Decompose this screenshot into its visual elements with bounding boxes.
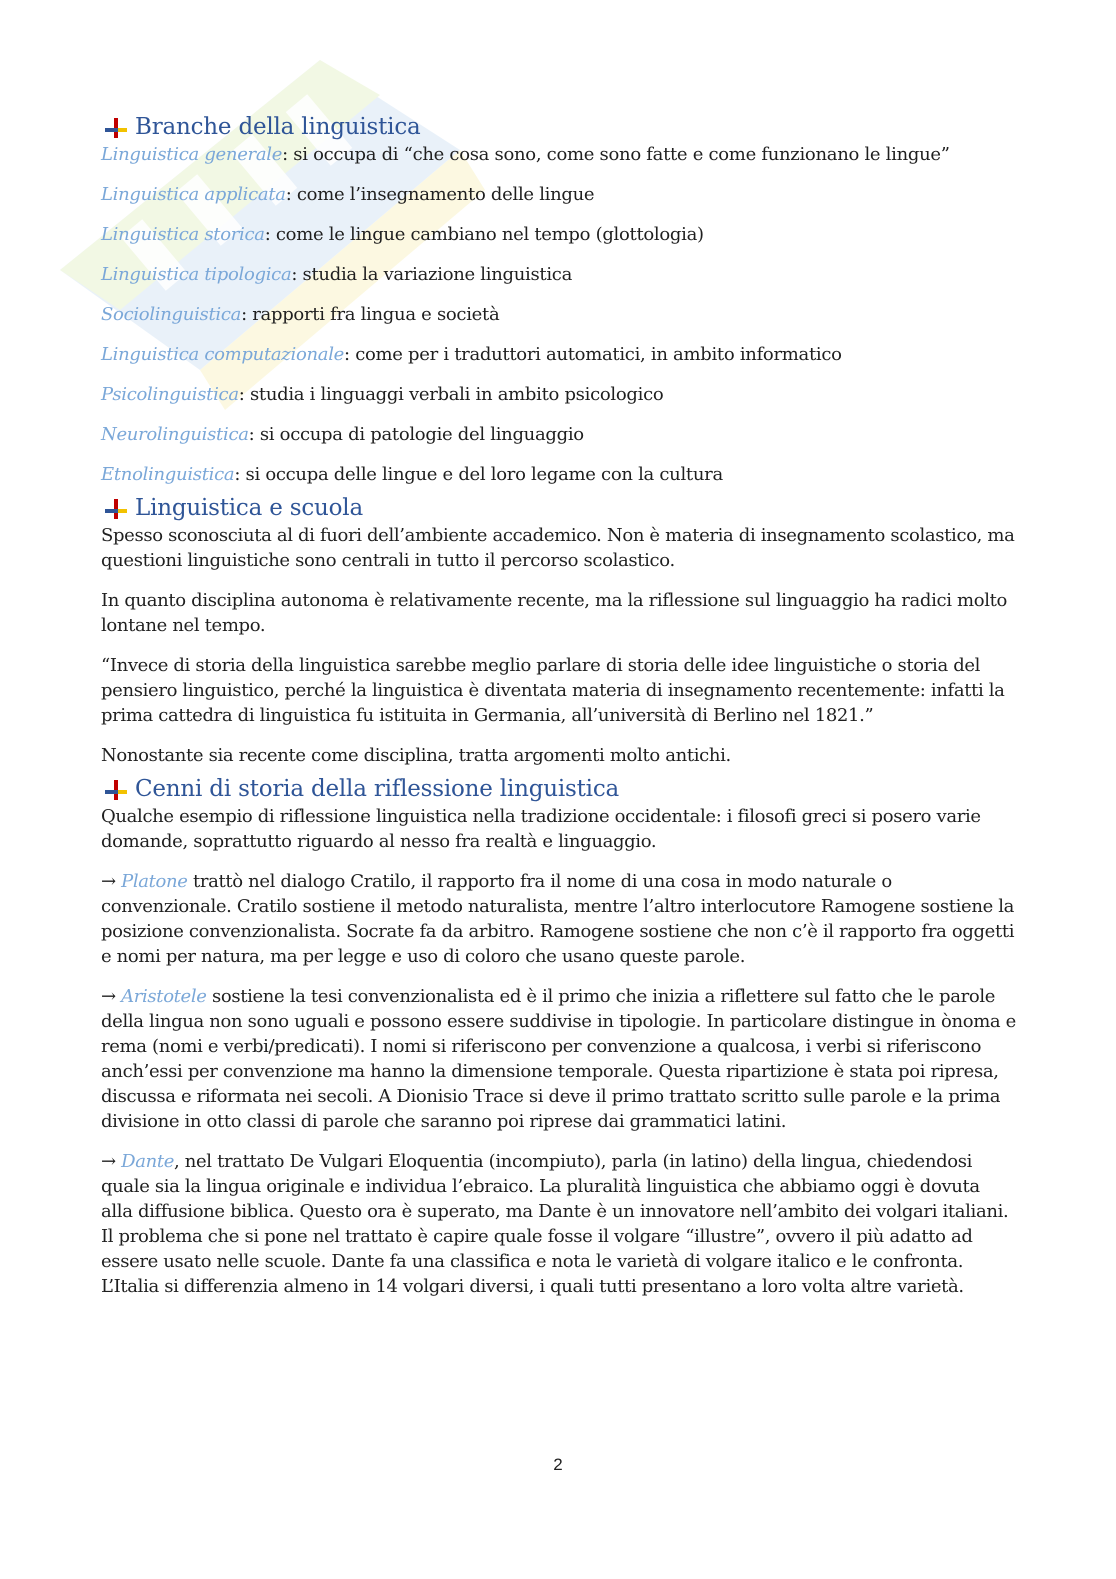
entry-name: Dante <box>121 1151 175 1172</box>
term-row <box>101 143 1016 167</box>
term-description: : si occupa di patologie del linguaggio <box>248 424 584 445</box>
paragraph: In quanto disciplina autonoma è relativamente recente, ma la riflessione sul linguaggio ha radici molto lontane nel tempo. <box>101 590 1008 636</box>
section-heading-branche: Branche della linguistica <box>101 112 1016 142</box>
document-page <box>101 112 1016 1314</box>
term-row <box>101 463 1016 487</box>
term-row <box>101 343 1016 367</box>
cross-bullet-icon <box>105 499 127 519</box>
arrow-icon: → <box>101 871 116 892</box>
entry-text: , nel trattato De Vulgari Eloquentia (incompiuto), parla (in latino) della lingua, chiedendosi quale sia la lingua originale e individua l’ebraico. La pluralità linguistica che abbiamo oggi è dovuta alla diffusione biblica. Questo ora è superato, ma Dante è un innovatore nell’ambito dei volgari italiani. Il problema che si pone nel trattato è capire quale fosse il volgare “illustre”, ovvero il più adatto ad essere usato nelle scuole. Dante fa una classifica e nota le varietà di volgare italico e le confronta. L’Italia si differenzia almeno in 14 volgari diversi, i quali tutti presentano a loro volta altre varietà. <box>101 1151 1009 1297</box>
section-heading-cenni: Cenni di storia della riflessione linguistica <box>101 774 1016 804</box>
entry-name: Platone <box>121 871 188 892</box>
arrow-icon: → <box>101 1151 116 1172</box>
term-description: : si occupa di “che cosa sono, come sono fatte e come funzionano le lingue” <box>282 144 950 165</box>
term-name: Linguistica computazionale <box>101 344 345 365</box>
term-description: : si occupa delle lingue e del loro legame con la cultura <box>234 464 723 485</box>
term-row <box>101 423 1016 447</box>
cross-bullet-icon <box>105 118 127 138</box>
term-description: : come per i traduttori automatici, in ambito informatico <box>344 344 842 365</box>
term-name: Psicolinguistica <box>101 384 239 405</box>
entry-dante <box>101 1149 1016 1299</box>
page-number: 2 <box>553 1455 563 1474</box>
term-name: Etnolinguistica <box>101 464 235 485</box>
term-description: : studia la variazione linguistica <box>291 264 573 285</box>
term-name: Linguistica applicata <box>101 184 286 205</box>
term-description: : come le lingue cambiano nel tempo (glottologia) <box>264 224 704 245</box>
term-row <box>101 383 1016 407</box>
term-row <box>101 303 1016 327</box>
term-description: : rapporti fra lingua e società <box>241 304 500 325</box>
entry-platone <box>101 869 1016 969</box>
term-row <box>101 223 1016 247</box>
term-row <box>101 263 1016 287</box>
paragraph: Spesso sconosciuta al di fuori dell’ambiente accademico. Non è materia di insegnamento scolastico, ma questioni linguistiche sono centrali in tutto il percorso scolastico. <box>101 525 1015 571</box>
intro-paragraph: Qualche esempio di riflessione linguistica nella tradizione occidentale: i filosofi greci si posero varie domande, soprattutto riguardo al nesso fra realtà e linguaggio. <box>101 806 981 852</box>
section-heading-scuola: Linguistica e scuola <box>101 493 1016 523</box>
term-name: Linguistica tipologica <box>101 264 292 285</box>
term-description: : come l’insegnamento delle lingue <box>285 184 595 205</box>
cross-bullet-icon <box>105 780 127 800</box>
term-name: Neurolinguistica <box>101 424 249 445</box>
term-row <box>101 183 1016 207</box>
term-name: Linguistica storica <box>101 224 265 245</box>
entry-text: sostiene la tesi convenzionalista ed è il primo che inizia a riflettere sul fatto che le parole della lingua non sono uguali e possono essere suddivise in tipologie. In particolare distingue in ònoma e rema (nomi e verbi/predicati). I nomi si riferiscono per convenzione a qualcosa, i verbi si riferiscono anch’essi per convenzione ma hanno la dimensione temporale. Questa ripartizione è stata poi ripresa, discussa e riformata nei secoli. A Dionisio Trace si deve il primo trattato scritto sulle parole e la prima divisione in otto classi di parole che saranno poi riprese dai grammatici latini. <box>101 986 1016 1132</box>
term-description: : studia i linguaggi verbali in ambito psicologico <box>238 384 664 405</box>
entry-aristotele <box>101 984 1016 1134</box>
entry-text: trattò nel dialogo Cratilo, il rapporto fra il nome di una cosa in modo naturale o convenzionale. Cratilo sostiene il metodo naturalista, mentre l’altro interlocutore Ramogene sostiene la posizione convenzionalista. Socrate fa da arbitro. Ramogene sostiene che non c’è il rapporto fra oggetti e nomi per natura, ma per legge e uso di coloro che usano queste parole. <box>101 871 1015 967</box>
quote-paragraph: “Invece di storia della linguistica sarebbe meglio parlare di storia delle idee linguistiche o storia del pensiero linguistico, perché la linguistica è diventata materia di insegnamento recentemente: infatti la prima cattedra di linguistica fu istituita in Germania, all’università di Berlino nel 1821.” <box>101 655 1005 726</box>
arrow-icon: → <box>101 986 116 1007</box>
term-name: Linguistica generale <box>101 144 283 165</box>
entry-name: Aristotele <box>121 986 207 1007</box>
paragraph: Nonostante sia recente come disciplina, tratta argomenti molto antichi. <box>101 745 731 766</box>
term-name: Sociolinguistica <box>101 304 242 325</box>
